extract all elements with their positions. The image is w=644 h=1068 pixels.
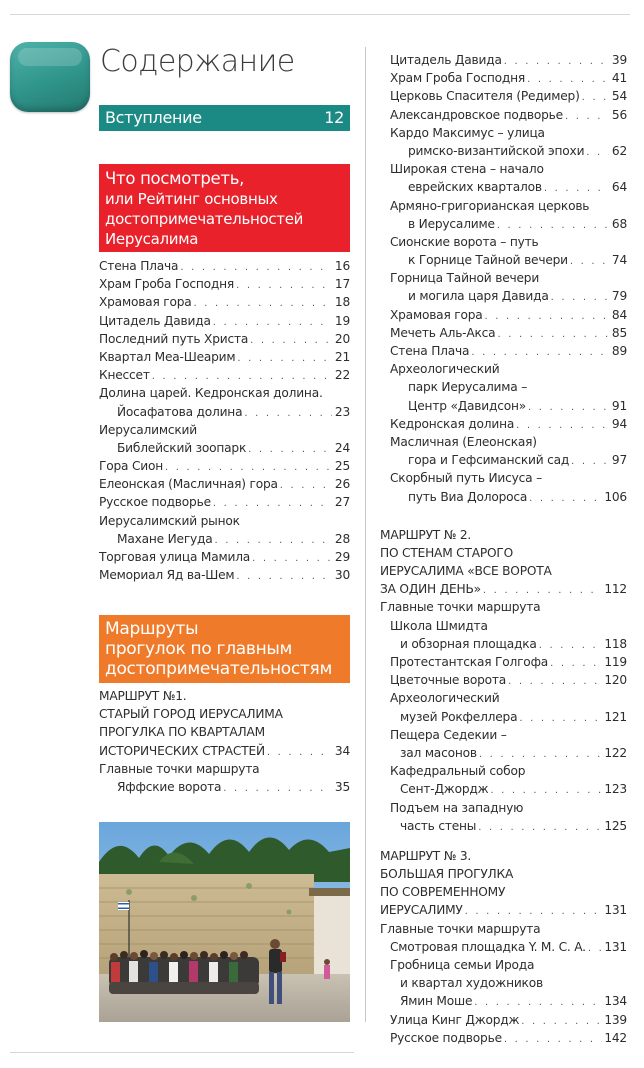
toc-entry[interactable]: Русское подворье . . . 27 [99,493,350,511]
toc-entry[interactable]: Цитадель Давида . . . 39 [380,51,627,69]
toc-entry[interactable]: Мемориал Яд ва-Шем . . . 30 [99,566,350,584]
section2-heading [99,615,350,683]
toc-entry-line: Армяно-григорианская церковь [390,198,590,213]
toc-entry[interactable]: Елеонская (Масличная) гора . . . 26 [99,475,350,493]
toc-entry[interactable]: Торговая улица Мамила . . . 29 [99,548,350,566]
toc-entry[interactable]: Стена Плача . . . 16 [99,257,350,275]
toc-entry[interactable]: и обзорная площадка . . . 118 [380,635,627,653]
toc-entry[interactable]: Центр «Давидсон» . . . 91 [380,397,627,415]
toc-entry[interactable]: Стена Плача . . . 89 [380,342,627,360]
route3-title-line: БОЛЬШАЯ ПРОГУЛКА [380,867,514,882]
toc-entry[interactable]: Храм Гроба Господня . . . 41 [380,69,627,87]
toc-entry[interactable]: Библейский зоопарк . . . 24 [99,439,350,457]
toc-entry[interactable]: Храм Гроба Господня . . . 17 [99,275,350,293]
toc-entry-line: Масличная (Елеонская) [390,434,537,449]
section1-heading-line: достопримечательностей [105,210,304,228]
toc-entry-line: парк Иерусалима – [408,380,528,395]
toc-entry-line: Подъем на западную [390,800,524,815]
route2-title-line: ПО СТЕНАМ СТАРОГО [380,545,514,560]
page-title: Содержание [100,44,295,79]
route3-title-line: ПО СОВРЕМЕННОМУ [380,885,506,900]
intro-page: 12 [324,108,344,127]
route1-block [99,687,350,796]
toc-entry[interactable]: Смотровая площадка Y. M. C. A. . . . 131 [380,938,627,956]
toc-entry[interactable]: в Иерусалиме . . . 68 [380,215,627,233]
section1-heading [99,164,350,252]
toc-entry[interactable]: Гора Сион . . . 25 [99,457,350,475]
section1-heading-line: Что посмотреть, [105,169,245,188]
section2-heading-line: Маршруты [105,619,199,639]
toc-entry[interactable]: и могила царя Давида . . . 79 [380,287,627,305]
section1-list [99,257,350,584]
right-column [380,51,627,1047]
route1-points-label: Главные точки маршрута [99,761,260,776]
route2-title-line: МАРШРУТ № 2. [380,527,472,542]
toc-entry[interactable]: гора и Гефсиманский сад . . . 97 [380,451,627,469]
route3-entry[interactable]: ИЕРУСАЛИМУ . . . 131 [380,901,627,919]
toc-entry[interactable]: Храмовая гора . . . 18 [99,293,350,311]
section1-heading-line: Иерусалима [105,230,199,248]
toc-entry[interactable]: Кнессет . . . 22 [99,366,350,384]
toc-entry[interactable]: Русское подворье . . . 142 [380,1029,627,1047]
toc-entry[interactable]: Мечеть Аль-Акса . . . 85 [380,324,627,342]
route3-points-label: Главные точки маршрута [380,921,541,936]
toc-entry-line: Кардо Максимус – улица [390,125,545,140]
western-wall-photo [99,822,350,1022]
route2-entry[interactable]: ЗА ОДИН ДЕНЬ» . . . 112 [380,580,627,598]
toc-entry[interactable]: Церковь Спасителя (Редимер) . . . 54 [380,87,627,105]
intro-label: Вступление [105,108,202,127]
toc-entry[interactable]: Цитадель Давида . . . 19 [99,312,350,330]
section2-heading-line: достопримечательностям [105,659,332,679]
toc-entry[interactable]: Улица Кинг Джордж . . . 139 [380,1011,627,1029]
toc-entry-line: Долина царей. Кедронская долина. [99,386,323,401]
column-divider [365,47,366,1022]
section-tab-icon [10,42,90,112]
route1-title-line: СТАРЫЙ ГОРОД ИЕРУСАЛИМА [99,707,283,722]
toc-entry-line: Пещера Седекии – [390,727,507,742]
toc-entry[interactable]: Яффские ворота . . . 35 [99,778,350,796]
route3-title-line: МАРШРУТ № 3. [380,848,472,863]
toc-entry[interactable]: Последний путь Христа . . . 20 [99,330,350,348]
toc-entry[interactable]: Цветочные ворота . . . 120 [380,671,627,689]
bottom-rule [10,1052,354,1053]
toc-entry[interactable]: Ямин Моше . . . 134 [380,992,627,1010]
section2-heading-line: прогулок по главным [105,639,293,659]
toc-entry-line: Гробница семьи Ирода [390,958,535,972]
toc-entry[interactable]: часть стены . . . 125 [380,817,627,835]
route1-title-line: ПРОГУЛКА ПО КВАРТАЛАМ [99,725,265,740]
toc-entry-line: Скорбный путь Иисуса – [390,471,542,486]
route2-title-line: ИЕРУСАЛИМА «ВСЕ ВОРОТА [380,564,552,579]
top-rule [10,14,630,15]
toc-entry[interactable]: еврейских кварталов . . . 64 [380,178,627,196]
toc-entry[interactable]: Кедронская долина . . . 94 [380,415,627,433]
route2-points-label: Главные точки маршрута [380,600,541,615]
toc-entry-line: Иерусалимский рынок [99,513,240,528]
toc-entry-line: Школа Шмидта [390,618,488,633]
section1-heading-line: или Рейтинг основных [105,190,278,208]
photo-illustration [99,822,350,1022]
toc-entry-line: Иерусалимский [99,422,197,437]
toc-entry-line: Археологический [390,362,500,377]
toc-entry-line: Широкая стена – начало [390,162,544,177]
toc-entry[interactable]: музей Рокфеллера . . . 121 [380,708,627,726]
toc-entry[interactable]: Сент-Джордж . . . 123 [380,780,627,798]
toc-entry[interactable]: зал масонов . . . 122 [380,744,627,762]
toc-entry[interactable]: Храмовая гора . . . 84 [380,306,627,324]
toc-entry-line: Сионские ворота – путь [390,234,539,249]
intro-entry[interactable] [99,105,350,131]
toc-entry-line: и квартал художников [400,976,543,991]
toc-entry-line: Кафедральный собор [390,764,526,779]
toc-entry[interactable]: к Горнице Тайной вечери . . . 74 [380,251,627,269]
toc-entry-line: Археологический [390,691,500,706]
route1-title-line: МАРШРУТ №1. [99,689,187,703]
route1-entry[interactable]: ИСТОРИЧЕСКИХ СТРАСТЕЙ . . . 34 [99,742,350,760]
toc-entry-line: Горница Тайной вечери [390,271,540,286]
toc-entry[interactable]: Александровское подворье . . . 56 [380,106,627,124]
toc-entry[interactable]: Махане Иегуда . . . 28 [99,530,350,548]
toc-entry[interactable]: римско-византийской эпохи . . . 62 [380,142,627,160]
toc-entry[interactable]: Протестантская Голгофа . . . 119 [380,653,627,671]
toc-entry[interactable]: Йосафатова долина . . . 23 [99,403,350,421]
toc-entry[interactable]: Квартал Меа-Шеарим . . . 21 [99,348,350,366]
toc-entry[interactable]: путь Виа Долороса . . . 106 [380,488,627,506]
